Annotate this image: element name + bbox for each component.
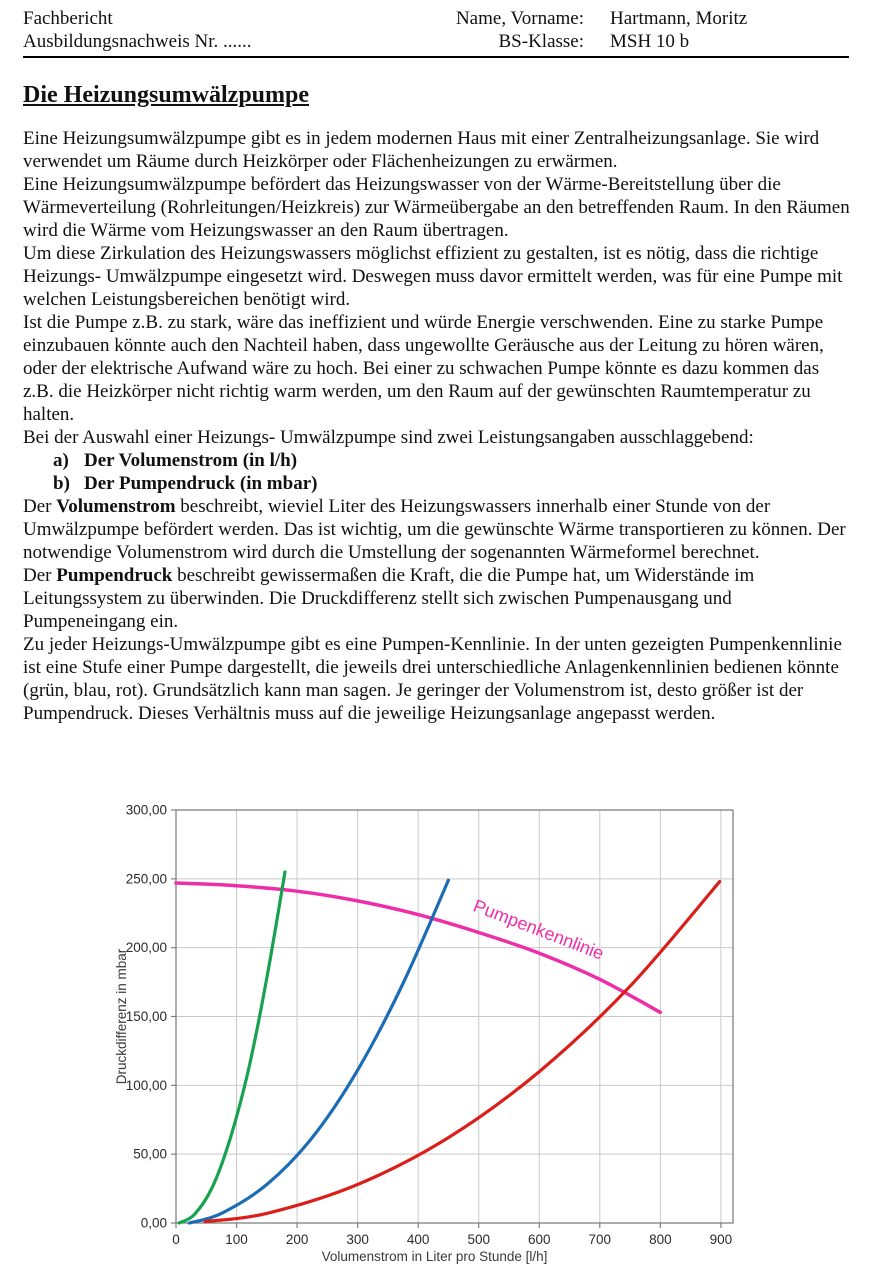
list-item bbox=[23, 449, 851, 472]
x-tick-label: 100 bbox=[225, 1232, 248, 1247]
pump-chart bbox=[0, 790, 872, 1276]
paragraph: Der Volumenstrom beschreibt, wieviel Liter des Heizungswassers innerhalb einer Stunde von der Umwälzpumpe befördert werden. Das ist wichtig, um die gewünschte Wärme transportieren zu können. Der notwendige Volumenstrom wird durch die Umstellung der sogenannten Wärmeformel berechnet. bbox=[23, 496, 846, 563]
header-rule bbox=[23, 56, 849, 58]
pumpenkennlinie-label: Pumpenkennlinie bbox=[470, 895, 607, 964]
y-tick-label: 100,00 bbox=[125, 1077, 167, 1093]
curve-anlagenkennlinie-gr-n bbox=[179, 872, 285, 1223]
x-tick-label: 500 bbox=[467, 1232, 490, 1247]
header-left bbox=[23, 7, 252, 53]
curve-anlagenkennlinie-blau bbox=[189, 880, 448, 1223]
chart-svg bbox=[0, 790, 872, 1276]
list-item bbox=[23, 472, 851, 495]
paragraph: Eine Heizungsumwälzpumpe gibt es in jedem modernen Haus mit einer Zentralheizungsanlage. Sie wird verwendet um Räume durch Heizkörper oder Flächenheizungen zu erwärmen. bbox=[23, 128, 820, 172]
paragraph: Zu jeder Heizungs-Umwälzpumpe gibt es eine Pumpen-Kennlinie. In der unten gezeigten Pumpenkennlinie ist eine Stufe einer Pumpe dargestellt, die jeweils drei unterschiedliche Anlagenkennlinien bedienen könnte (grün, blau, rot). Grundsätzlich kann man sagen. Je geringer der Volumenstrom ist, desto größer ist der Pumpendruck. Dieses Verhältnis muss auf die jeweilige Heizungsanlage angepasst werden. bbox=[23, 634, 842, 724]
y-tick-label: 50,00 bbox=[133, 1146, 167, 1162]
page-title: Die Heizungsumwälzpumpe bbox=[23, 82, 310, 108]
x-tick-label: 900 bbox=[709, 1232, 733, 1247]
body-text bbox=[23, 127, 851, 725]
x-tick-label: 400 bbox=[406, 1232, 430, 1247]
x-tick-label: 700 bbox=[588, 1232, 612, 1247]
x-tick-label: 0 bbox=[172, 1232, 180, 1247]
list-item-text: Der Volumenstrom (in l/h) bbox=[84, 450, 298, 471]
header bbox=[23, 7, 850, 53]
name-label: Name, Vorname: bbox=[455, 8, 584, 29]
y-tick-label: 250,00 bbox=[125, 871, 167, 887]
paragraph: Bei der Auswahl einer Heizungs- Umwälzpumpe sind zwei Leistungsangaben ausschlaggebend: bbox=[23, 427, 754, 448]
y-tick-label: 150,00 bbox=[125, 1009, 167, 1024]
paragraph: Der Pumpendruck beschreibt gewissermaßen die Kraft, die die Pumpe hat, um Widerstände im Leitungssystem zu überwinden. Die Druckdifferenz stellt sich zwischen Pumpenausgang und Pumpeneingang ein. bbox=[23, 565, 755, 632]
x-tick-label: 600 bbox=[527, 1232, 551, 1247]
name-value: Hartmann, Moritz bbox=[610, 8, 748, 29]
paragraph: Um diese Zirkulation des Heizungswassers möglichst effizient zu gestalten, ist es nötig, dass die richtige Heizungs- Umwälzpumpe eingesetzt wird. Deswegen muss davor ermittelt werden, was für eine Pumpe mit welchen Leistungsbereichen benötigt wird. bbox=[23, 243, 843, 310]
x-tick-label: 200 bbox=[285, 1232, 309, 1247]
class-label: BS-Klasse: bbox=[498, 31, 584, 52]
x-tick-label: 800 bbox=[649, 1232, 672, 1247]
class-value: MSH 10 b bbox=[610, 31, 690, 52]
paragraph: Eine Heizungsumwälzpumpe befördert das Heizungswasser von der Wärme-Bereitstellung über die Wärmeverteilung (Rohrleitungen/Heizkreis) zur Wärmeübergabe an den betreffenden Raum. In den Räumen wird die Wärme vom Heizungswasser an den Raum übertragen. bbox=[23, 174, 850, 241]
list-marker: a) bbox=[53, 450, 69, 471]
y-tick-label: 200,00 bbox=[125, 940, 167, 956]
x-tick-label: 300 bbox=[346, 1232, 369, 1247]
doc-number: Ausbildungsnachweis Nr. ...... bbox=[23, 31, 252, 52]
header-right bbox=[456, 7, 850, 53]
x-axis-label: Volumenstrom in Liter pro Stunde [l/h] bbox=[321, 1249, 548, 1264]
list-item-text: Der Pumpendruck (in mbar) bbox=[84, 473, 318, 494]
y-tick-label: 0,00 bbox=[140, 1215, 167, 1231]
list-marker: b) bbox=[53, 473, 70, 494]
paragraph: Ist die Pumpe z.B. zu stark, wäre das ineffizient und würde Energie verschwenden. Eine zu starke Pumpe einzubauen könnte auch den Nachteil haben, dass ungewollte Geräusche aus der Leitung zu hören wären, oder der elektrische Aufwand wäre zu hoch. Bei einer zu schwachen Pumpe könnte es dazu kommen das z.B. die Heizkörper nicht richtig warm werden, um den Raum auf der gewünschten Raumtemperatur zu halten. bbox=[23, 312, 824, 425]
y-tick-label: 300,00 bbox=[125, 802, 167, 818]
y-axis-label: Druckdifferenz in mbar bbox=[114, 948, 129, 1085]
doc-type: Fachbericht bbox=[23, 8, 113, 29]
